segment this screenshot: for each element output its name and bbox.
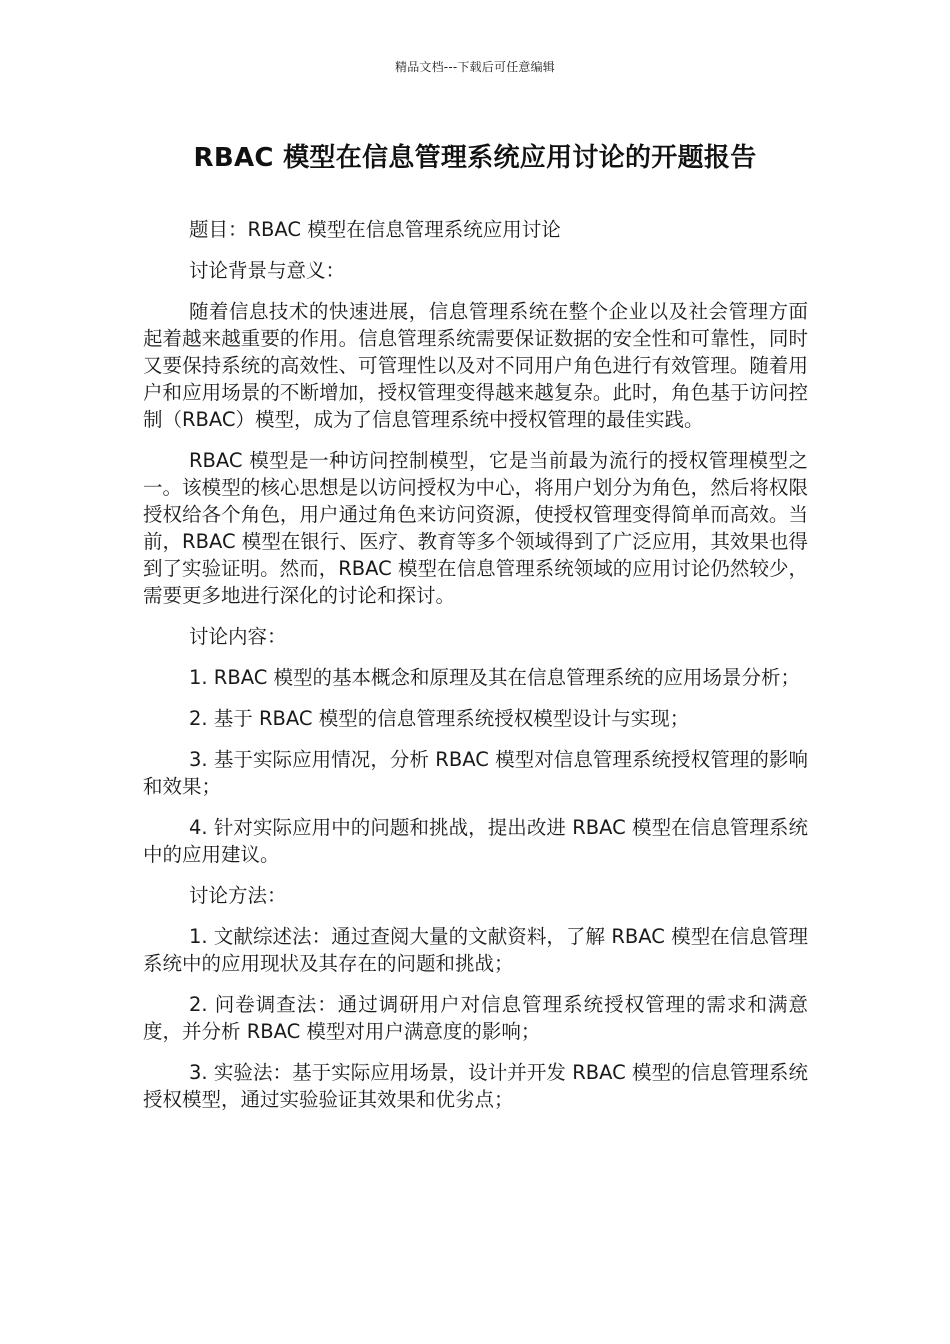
- method-item-1: 1. 文献综述法：通过查阅大量的文献资料，了解 RBAC 模型在信息管理系统中的应用现状及其存在的问题和挑战；: [143, 925, 808, 975]
- section-heading-methods: 讨论方法：: [189, 884, 287, 907]
- topic-line: 题目：RBAC 模型在信息管理系统应用讨论: [189, 218, 561, 241]
- content-item-3: 3. 基于实际应用情况，分析 RBAC 模型对信息管理系统授权管理的影响和效果；: [143, 748, 808, 798]
- content-item-1: 1. RBAC 模型的基本概念和原理及其在信息管理系统的应用场景分析；: [189, 666, 801, 689]
- content-item-4: 4. 针对实际应用中的问题和挑战，提出改进 RBAC 模型在信息管理系统中的应用建议。: [143, 816, 808, 866]
- document-title: RBAC 模型在信息管理系统应用讨论的开题报告: [193, 143, 757, 173]
- rbac-paragraph: RBAC 模型是一种访问控制模型，它是当前最为流行的授权管理模型之一。该模型的核心思想是以访问授权为中心，将用户划分为角色，然后将权限授权给各个角色，用户通过角色来访问资源，使授权管理变得简单而高效。当前，RBAC 模型在银行、医疗、教育等多个领域得到了广泛应用，其效果也得到了实验证明。然而，RBAC 模型在信息管理系统领域的应用讨论仍然较少，需要更多地进行深化的讨论和探讨。: [143, 449, 808, 607]
- section-heading-background: 讨论背景与意义：: [189, 259, 346, 282]
- method-item-3: 3. 实验法：基于实际应用场景，设计并开发 RBAC 模型的信息管理系统授权模型，通过实验验证其效果和优劣点；: [143, 1061, 808, 1111]
- background-paragraph: 随着信息技术的快速进展，信息管理系统在整个企业以及社会管理方面起着越来越重要的作用。信息管理系统需要保证数据的安全性和可靠性，同时又要保持系统的高效性、可管理性以及对不同用户角色进行有效管理。随着用户和应用场景的不断增加，授权管理变得越来越复杂。此时，角色基于访问控制（RBAC）模型，成为了信息管理系统中授权管理的最佳实践。: [143, 300, 808, 431]
- content-item-2: 2. 基于 RBAC 模型的信息管理系统授权模型设计与实现；: [189, 707, 690, 730]
- document-body: [143, 216, 808, 1127]
- page-header: 精品文档---下载后可任意编辑: [395, 60, 555, 74]
- method-item-2: 2. 问卷调查法：通过调研用户对信息管理系统授权管理的需求和满意度，并分析 RBAC 模型对用户满意度的影响；: [143, 993, 808, 1043]
- section-heading-content: 讨论内容：: [189, 625, 287, 648]
